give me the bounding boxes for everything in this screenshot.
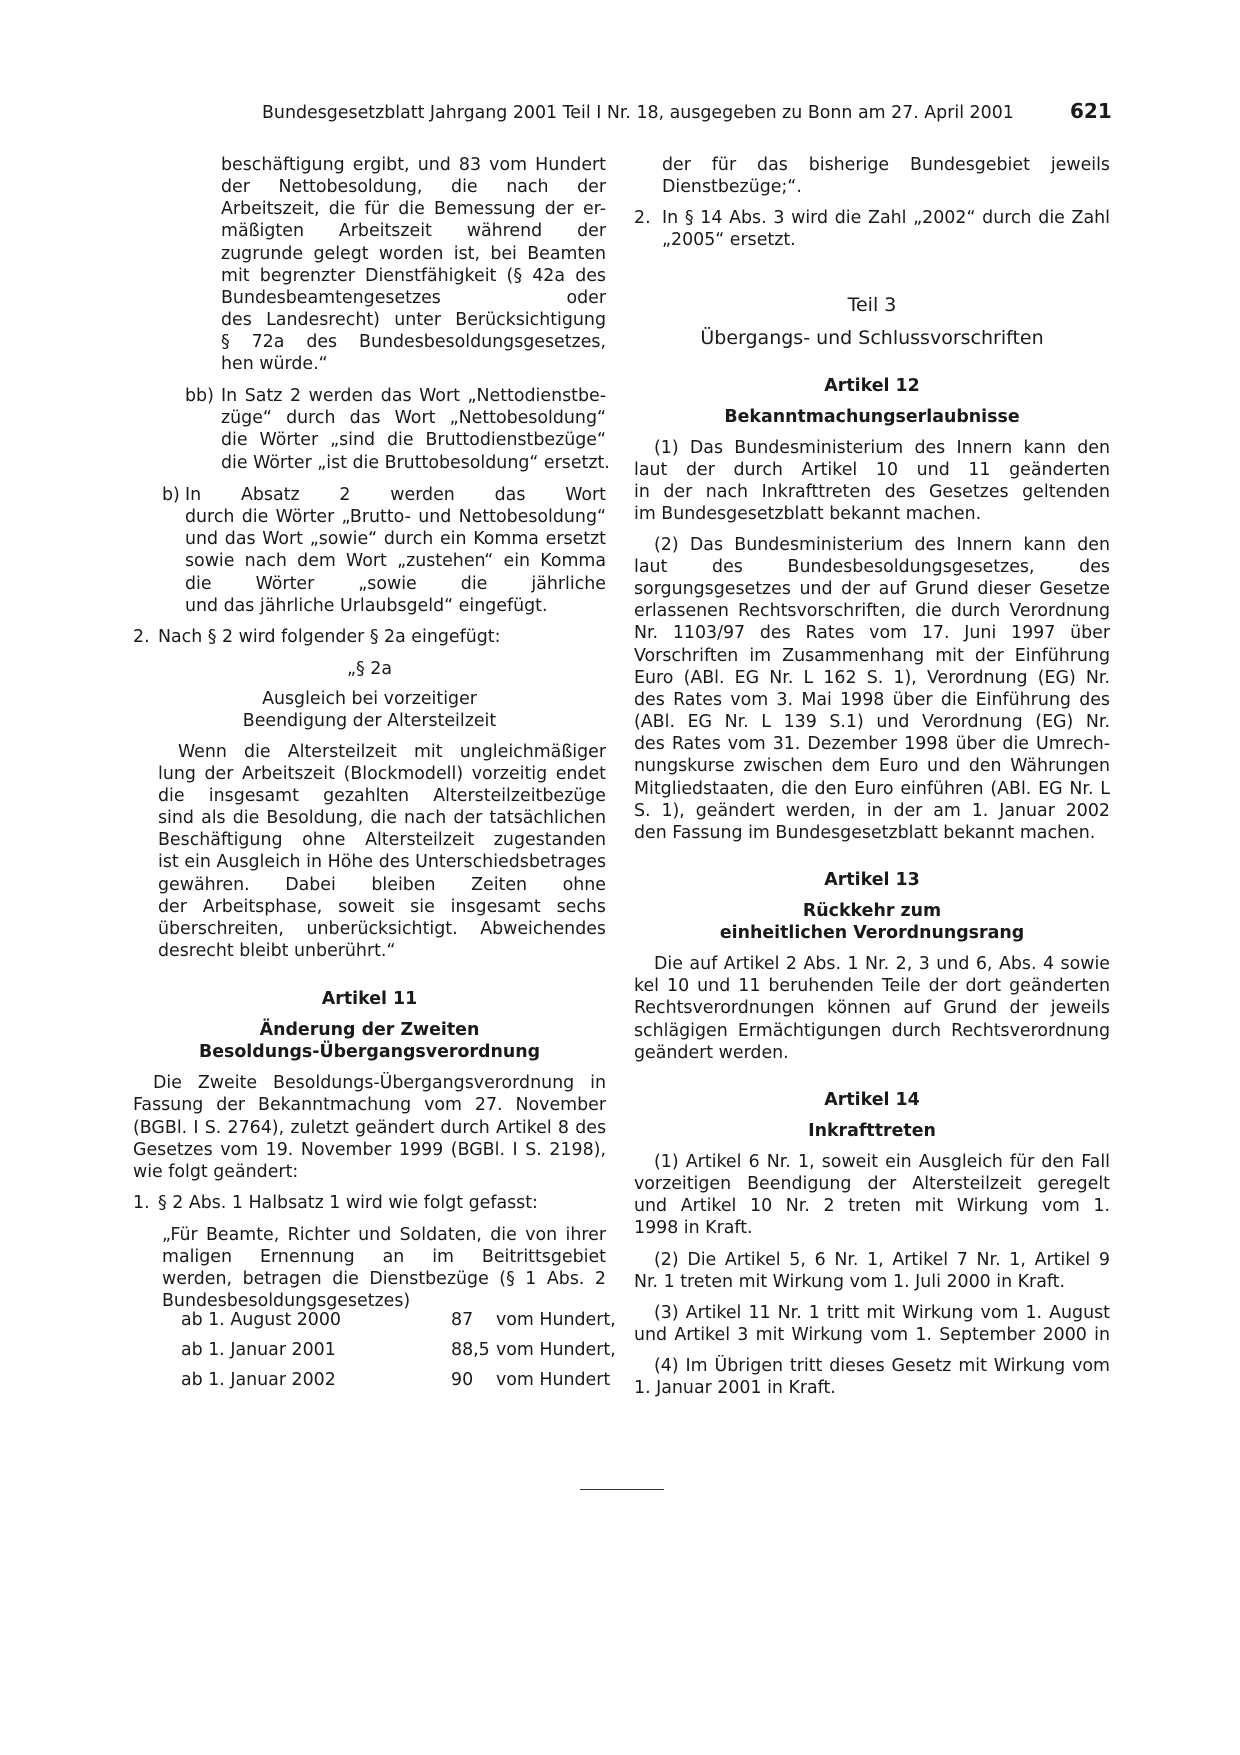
left-column-line: die insgesamt gezahlten Altersteilzeitbezüge <box>158 786 606 806</box>
left-column-line: sowie nach dem Wort „zustehen“ ein Komma <box>185 551 606 571</box>
left-column-line: sind als die Besoldung, die nach der tatsächlichen <box>158 808 606 828</box>
right-column-line: laut des Bundesbesoldungsgesetzes, des <box>634 557 1110 577</box>
right-column-line: „2005“ ersetzt. <box>662 230 796 250</box>
right-column-line: der für das bisherige Bundesgebiet jeweils <box>662 155 1110 175</box>
right-column-line: Nr. 1 treten mit Wirkung vom 1. Juli 2000 in Kraft. <box>634 1272 1066 1292</box>
rate-value: 90 <box>451 1370 474 1390</box>
right-column-line: erlassenen Rechtsvorschriften, die durch Verordnung <box>634 601 1110 621</box>
right-column-line: Euro (ABl. EG Nr. L 162 S. 1), Verordnung (EG) Nr. <box>634 668 1110 688</box>
left-column-line: Bundesbeamtengesetzes oder <box>221 288 606 308</box>
left-column-line: § 72a des Bundesbesoldungsgesetzes, <box>221 332 606 352</box>
right-column-line: einheitlichen Verordnungsrang <box>719 923 1025 943</box>
right-column-line: Die auf Artikel 2 Abs. 1 Nr. 2, 3 und 6, Abs. 4 sowie <box>654 954 1110 974</box>
left-column-line: des Landesrecht) unter Berücksichtigung <box>221 310 606 330</box>
right-column-line: S. 1), geändert werden, in der am 1. Januar 2002 <box>634 801 1110 821</box>
right-column-line: im Bundesgesetzblatt bekannt machen. <box>634 504 982 524</box>
left-column-line: mit begrenzter Dienstfähigkeit (§ 42a des <box>221 266 606 286</box>
left-column-line: Bundesbesoldungsgesetzes) <box>162 1291 411 1311</box>
right-column-line: (1) Das Bundesministerium des Innern kann den <box>654 438 1110 458</box>
left-column-line: Wenn die Altersteilzeit mit ungleichmäßiger <box>178 742 606 762</box>
left-column-line: Änderung der Zweiten <box>259 1020 480 1040</box>
right-column-line: (2) Die Artikel 5, 6 Nr. 1, Artikel 7 Nr. 1, Artikel 9 <box>654 1250 1110 1270</box>
right-column-line: Artikel 12 <box>824 376 920 396</box>
left-column-line: bb) <box>185 386 214 406</box>
right-column-line: (4) Im Übrigen tritt dieses Gesetz mit Wirkung vom <box>654 1356 1110 1376</box>
left-column-line: „Für Beamte, Richter und Soldaten, die von ihrer <box>162 1225 606 1245</box>
right-column-line: vorzeitigen Beendigung der Altersteilzeit geregelt <box>634 1174 1110 1194</box>
right-column-line: Nr. 1103/97 des Rates vom 17. Juni 1997 über <box>634 623 1110 643</box>
right-column-line: (1) Artikel 6 Nr. 1, soweit ein Ausgleich für den Fall <box>654 1152 1110 1172</box>
left-column-line: der Arbeitsphase, soweit sie insgesamt sechs <box>158 897 606 917</box>
rate-date: ab 1. Januar 2002 <box>181 1370 336 1390</box>
right-column-line: 1998 in Kraft. <box>634 1218 753 1238</box>
right-column-line: des Rates vom 31. Dezember 1998 über die Umrech- <box>634 734 1110 754</box>
left-column-line: hen würde.“ <box>221 354 328 374</box>
right-column-line: Rechtsverordnungen können auf Grund der jeweils <box>634 998 1110 1018</box>
left-column-line: züge“ durch das Wort „Nettobesoldung“ <box>221 408 606 428</box>
left-column-line: 2. <box>133 627 150 647</box>
right-column-line: (2) Das Bundesministerium des Innern kann den <box>654 535 1110 555</box>
left-column-line: Gesetzes vom 19. November 1999 (BGBl. I S. 2198), <box>133 1140 606 1160</box>
left-column-line: In Satz 2 werden das Wort „Nettodienstbe- <box>221 386 606 406</box>
left-column-line: 1. <box>133 1193 150 1213</box>
right-column-line: Inkrafttreten <box>808 1121 936 1141</box>
left-column-line: beschäftigung ergibt, und 83 vom Hundert <box>221 155 606 175</box>
left-column-line: und das jährliche Urlaubsgeld“ eingefügt. <box>185 596 548 616</box>
left-column-line: Nach § 2 wird folgender § 2a eingefügt: <box>158 627 501 647</box>
rate-date: ab 1. Januar 2001 <box>181 1340 336 1360</box>
rate-value: 87 <box>451 1310 474 1330</box>
footer-rule <box>580 1489 664 1490</box>
right-column-line: laut der durch Artikel 10 und 11 geänderten <box>634 460 1110 480</box>
left-column-line: die Wörter „sind die Bruttodienstbezüge“ <box>221 430 606 450</box>
left-column-line: mäßigten Arbeitszeit während der <box>221 221 606 241</box>
right-column-line: sorgungsgesetzes und der auf Grund dieser Gesetze <box>634 579 1110 599</box>
left-column-line: desrecht bleibt unberührt.“ <box>158 941 396 961</box>
left-column-line: Ausgleich bei vorzeitiger <box>262 689 477 709</box>
right-column-line: In § 14 Abs. 3 wird die Zahl „2002“ durch die Zahl <box>662 208 1110 228</box>
left-column-line: ist ein Ausgleich in Höhe des Unterschiedsbetrages <box>158 852 606 872</box>
left-column-line: Besoldungs-Übergangsverordnung <box>198 1042 541 1062</box>
left-column-line: In Absatz 2 werden das Wort <box>185 485 606 505</box>
left-column-line: und das Wort „sowie“ durch ein Komma ersetzt <box>185 529 606 549</box>
left-column-line: zugrunde gelegt worden ist, bei Beamten <box>221 244 606 264</box>
right-column-line: schlägigen Ermächtigungen durch Rechtsverordnung <box>634 1021 1110 1041</box>
right-column-line: Bekanntmachungserlaubnisse <box>724 407 1020 427</box>
left-column-line: maligen Ernennung an im Beitrittsgebiet <box>162 1247 606 1267</box>
rate-unit: vom Hundert, <box>496 1340 616 1360</box>
right-column-line: Übergangs- und Schlussvorschriften <box>700 327 1044 349</box>
right-column-line: (3) Artikel 11 Nr. 1 tritt mit Wirkung vom 1. August <box>654 1303 1110 1323</box>
right-column-line: Teil 3 <box>847 294 897 316</box>
left-column-line: durch die Wörter „Brutto- und Nettobesoldung“ <box>185 507 606 527</box>
left-column-line: gewähren. Dabei bleiben Zeiten ohne <box>158 875 606 895</box>
running-title: Bundesgesetzblatt Jahrgang 2001 Teil I Nr. 18, ausgegeben zu Bonn am 27. April 2001 <box>262 103 1014 123</box>
left-column-line: die Wörter „sowie die jährliche <box>185 574 606 594</box>
right-column-line: Artikel 14 <box>824 1090 920 1110</box>
left-column-line: wie folgt geändert: <box>133 1162 299 1182</box>
right-column-line: Vorschriften im Zusammenhang mit der Einführung <box>634 646 1110 666</box>
left-column-line: „§ 2a <box>347 659 392 679</box>
right-column-line: und Artikel 10 Nr. 2 treten mit Wirkung vom 1. <box>634 1196 1110 1216</box>
rate-value: 88,5 <box>451 1340 490 1360</box>
left-column-line: (BGBl. I S. 2764), zuletzt geändert durch Artikel 8 des <box>133 1118 606 1138</box>
right-column-line: (ABl. EG Nr. L 139 S.1) und Verordnung (EG) Nr. <box>634 712 1110 732</box>
left-column-line: § 2 Abs. 1 Halbsatz 1 wird wie folgt gefasst: <box>158 1193 538 1213</box>
rate-unit: vom Hundert, <box>496 1310 616 1330</box>
right-column-line: in der nach Inkrafttreten des Gesetzes geltenden <box>634 482 1110 502</box>
right-column-line: geändert werden. <box>634 1043 789 1063</box>
left-column-line: lung der Arbeitszeit (Blockmodell) vorzeitig endet <box>158 764 606 784</box>
right-column-line: 2. <box>634 208 651 228</box>
right-column-line: nungskurse zwischen dem Euro und den Währungen <box>634 756 1110 776</box>
right-column-line: und Artikel 3 mit Wirkung vom 1. September 2000 in <box>634 1325 1110 1345</box>
rate-unit: vom Hundert <box>496 1370 611 1390</box>
right-column-line: Artikel 13 <box>824 870 920 890</box>
left-column-line: Artikel 11 <box>321 989 418 1009</box>
left-column-line: überschreiten, unberücksichtigt. Abweichendes <box>158 919 606 939</box>
right-column-line: Dienstbezüge;“. <box>662 177 802 197</box>
right-column-line: des Rates vom 3. Mai 1998 über die Einführung des <box>634 690 1110 710</box>
right-column-line: den Fassung im Bundesgesetzblatt bekannt machen. <box>634 823 1096 843</box>
right-column-line: 1. Januar 2001 in Kraft. <box>634 1378 836 1398</box>
rate-date: ab 1. August 2000 <box>181 1310 341 1330</box>
right-column-line: Rückkehr zum <box>802 901 942 921</box>
left-column-line: Arbeitszeit, die für die Bemessung der er- <box>221 199 606 219</box>
left-column-line: die Wörter „ist die Bruttobesoldung“ ersetzt. <box>221 453 610 473</box>
page-number: 621 <box>1070 99 1112 123</box>
right-column-line: Mitgliedstaaten, die den Euro einführen (ABl. EG Nr. L <box>634 779 1110 799</box>
right-column-line: kel 10 und 11 beruhenden Teile der dort geänderten <box>634 976 1110 996</box>
left-column-line: Beendigung der Altersteilzeit <box>242 711 497 731</box>
left-column-line: werden, betragen die Dienstbezüge (§ 1 Abs. 2 <box>162 1269 606 1289</box>
left-column-line: Die Zweite Besoldungs-Übergangsverordnung in <box>153 1073 606 1093</box>
left-column-line: Fassung der Bekanntmachung vom 27. November <box>133 1095 606 1115</box>
left-column-line: b) <box>162 485 180 505</box>
left-column-line: der Nettobesoldung, die nach der <box>221 177 606 197</box>
left-column-line: Beschäftigung ohne Altersteilzeit zugestanden <box>158 830 606 850</box>
